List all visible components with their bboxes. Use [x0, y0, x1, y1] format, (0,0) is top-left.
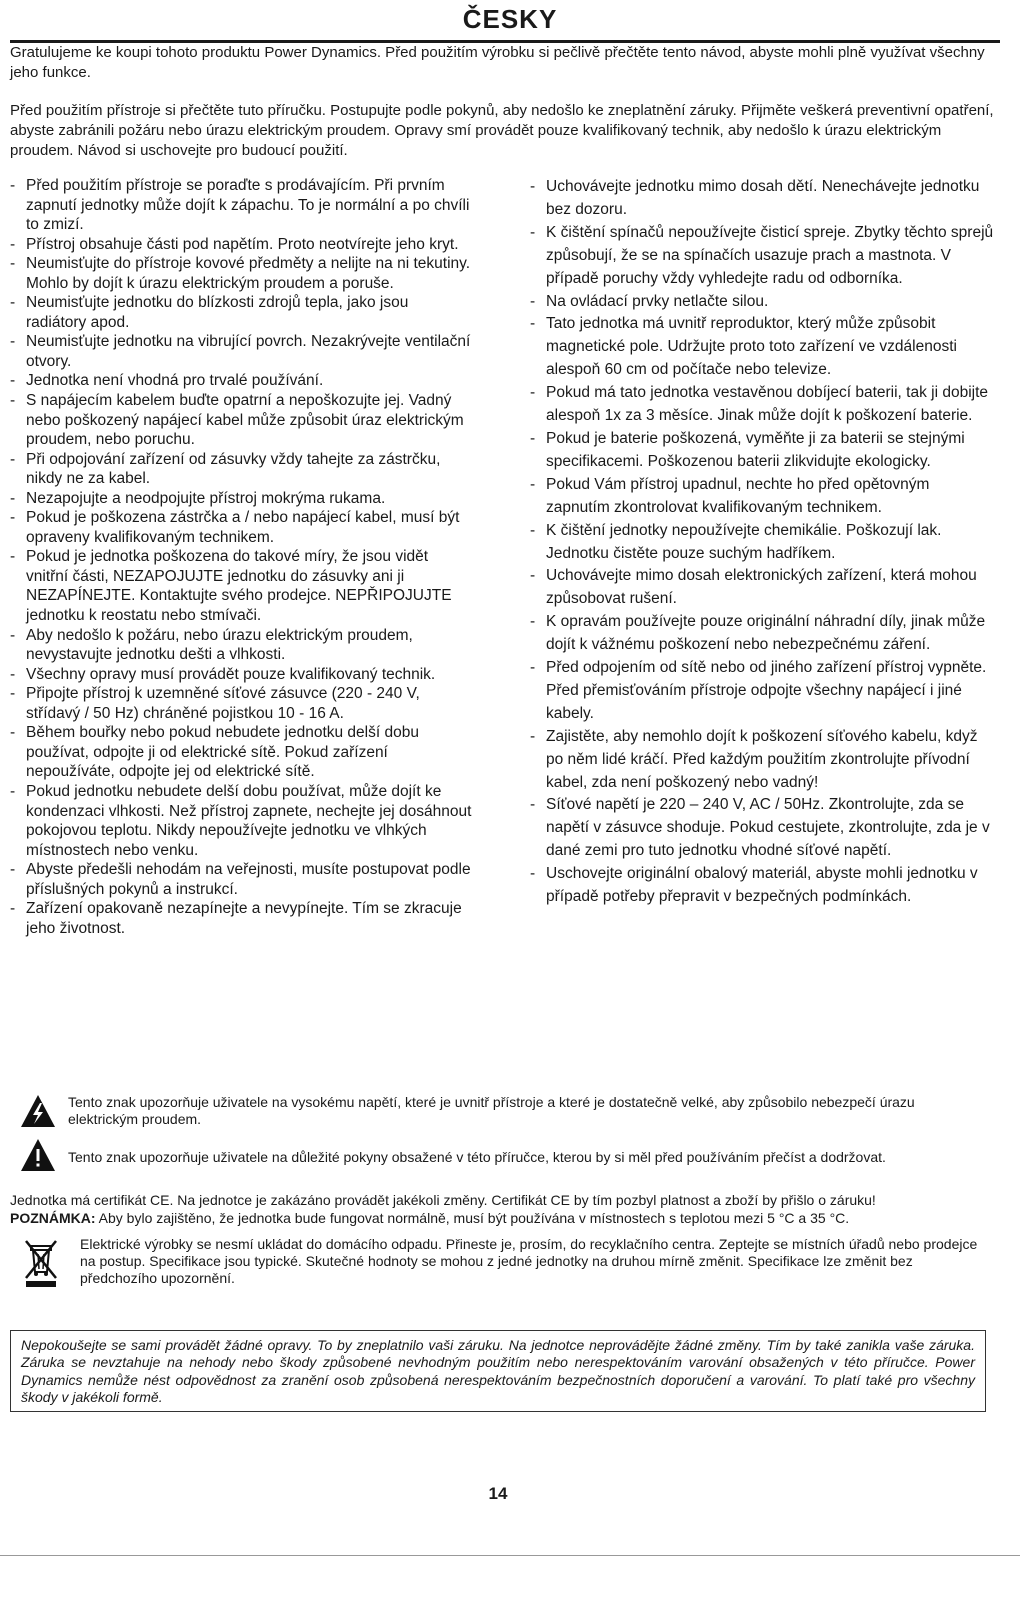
list-item: - K čištění spínačů nepoužívejte čisticí spreje. Zbytky těchto sprejů způsobují, že se na spínačích usazuje prach a mastnota. V případě poruchy vždy vyhledejte radu od odborníka.	[530, 222, 995, 291]
list-item: - Pokud je baterie poškozená, vyměňte ji za baterii se stejnými specifikacemi. Poškozenou baterii zlikvidujte ekologicky.	[530, 428, 995, 474]
weee-text: Elektrické výrobky se nesmí ukládat do domácího odpadu. Přineste je, prosím, do recyklačního centra. Zeptejte se místních úřadů nebo prodejce na postup. Specifikace jsou typické. Skutečné hodnoty se mohou z jedné jednotky na druhou mírně změnit. Specifikace lze změnit bez předchozího upozornění.	[80, 1236, 978, 1286]
list-item: - Pokud Vám přístroj upadnul, nechte ho před opětovným zapnutím zkontrolovat kvalifikovaným technikem.	[530, 474, 995, 520]
list-item: - Pokud je poškozena zástrčka a / nebo napájecí kabel, musí být opraveny kvalifikovaným technikem.	[10, 508, 472, 547]
page-title: ČESKY	[462, 4, 558, 34]
list-item: - Uchovávejte jednotku mimo dosah dětí. Nenechávejte jednotku bez dozoru.	[530, 176, 995, 222]
crossed-bin-icon	[24, 1238, 60, 1288]
voltage-warning	[10, 1094, 1000, 1134]
ce-statement: Jednotka má certifikát CE. Na jednotce je zakázáno provádět jakékoli změny. Certifikát CE by tím pozbyl platnost a zboží by přišlo o záruku!	[10, 1192, 876, 1208]
exclamation-warning-icon	[20, 1138, 56, 1172]
list-item: - Během bouřky nebo pokud nebudete jednotku delší dobu používat, odpojte ji od elektrické sítě. Pokud zařízení nepoužíváte, odpojte jej od elektrické sítě.	[10, 723, 472, 782]
list-item: - Pokud je jednotka poškozena do takové míry, že jsou vidět vnitřní části, NEZAPOJUJTE jednotku do zásuvky ani ji NEZAPÍNEJTE. Kontaktujte svého prodejce. NEPŘIPOJUJTE jednotku k reostatu nebo stmívači.	[10, 547, 472, 625]
list-item: - Síťové napětí je 220 – 240 V, AC / 50Hz. Zkontrolujte, zda se napětí v zásuvce shoduje. Pokud cestujete, zkontrolujte, zda je v dané zemi pro tuto jednotku vhodné síťové napětí.	[530, 794, 995, 863]
warranty-notice-text: Nepokoušejte se sami provádět žádné opravy. To by zneplatnilo vaši záruku. Na jednotce neprovádějte žádné změny. Tím by také zanikla vaše záruka. Záruka se nevztahuje na nehody nebo škody způsobené nevhodným použitím nebo nerespektováním varování obsažených v této příručce. Power Dynamics nemůže nést odpovědnost za zranění osob způsobená nerespektováním bezpečnostních doporučení a varování. To platí také pro všechny škody v jakékoli formě.	[21, 1337, 975, 1405]
list-item: - Abyste předešli nehodám na veřejnosti, musíte postupovat podle příslušných pokynů a instrukcí.	[10, 860, 472, 899]
list-item: - Neumisťujte do přístroje kovové předměty a nelijte na ni tekutiny. Mohlo by dojít k úrazu elektrickým proudem a poruše.	[10, 254, 472, 293]
instructions-warning	[10, 1138, 1000, 1178]
lightning-warning-icon	[20, 1094, 56, 1128]
list-item: - S napájecím kabelem buďte opatrní a nepoškozujte jej. Vadný nebo poškozený napájecí kabel může způsobit úraz elektrickým proudem, nebo poruchu.	[10, 391, 472, 450]
list-item: - Uschovejte originální obalový materiál, abyste mohli jednotku v případě potřeby přepravit v bezpečných podmínkách.	[530, 863, 995, 909]
warranty-notice-box	[10, 1330, 986, 1412]
list-item: - Při odpojování zařízení od zásuvky vždy tahejte za zástrčku, nikdy ne za kabel.	[10, 450, 472, 489]
list-item: - Před odpojením od sítě nebo od jiného zařízení přístroj vypněte. Před přemisťováním přístroje odpojte všechny napájecí i jiné kabely.	[530, 657, 995, 726]
note-text: Aby bylo zajištěno, že jednotka bude fungovat normálně, musí být používána v místnostech s teplotou mezi 5 °C a 35 °C.	[95, 1210, 850, 1226]
weee-notice	[10, 1236, 1000, 1296]
list-item: - Aby nedošlo k požáru, nebo úrazu elektrickým proudem, nevystavujte jednotku dešti a vlhkosti.	[10, 626, 472, 665]
list-item: - Tato jednotka má uvnitř reproduktor, který může způsobit magnetické pole. Udržujte proto toto zařízení ve vzdálenosti alespoň 60 cm od počítače nebo televize.	[530, 313, 995, 382]
temperature-note	[10, 1210, 1000, 1227]
list-item: - Před použitím přístroje se poraďte s prodávajícím. Při prvním zapnutí jednotky může dojít k zápachu. To je normální a po chvíli to zmizí.	[10, 176, 472, 235]
intro-paragraph-2: Před použitím přístroje si přečtěte tuto příručku. Postupujte podle pokynů, aby nedošlo ke zneplatnění záruky. Přijměte veškerá preventivní opatření, abyste zabránili požáru nebo úrazu elektrickým proudem. Opravy smí provádět pouze kvalifikovaný technik, aby nedošlo k úrazu elektrickým proudem. Návod si uschovejte pro budoucí použití.	[10, 102, 994, 159]
list-item: - K čištění jednotky nepoužívejte chemikálie. Poškozují lak. Jednotku čistěte pouze suchým hadříkem.	[530, 520, 995, 566]
list-item: - Všechny opravy musí provádět pouze kvalifikovaný technik.	[10, 665, 472, 685]
list-item: - Zajistěte, aby nemohlo dojít k poškození síťového kabelu, když po něm lidé kráčí. Před každým použitím zkontrolujte přívodní kabel, zda není poškozený nebo vadný!	[530, 726, 995, 795]
list-item: - Neumisťujte jednotku do blízkosti zdrojů tepla, jako jsou radiátory apod.	[10, 293, 472, 332]
list-item: - Na ovládací prvky netlačte silou.	[530, 291, 995, 314]
list-item: - Uchovávejte mimo dosah elektronických zařízení, která mohou způsobovat rušení.	[530, 565, 995, 611]
list-item: - Přístroj obsahuje části pod napětím. Proto neotvírejte jeho kryt.	[10, 235, 472, 255]
safety-list-left	[10, 176, 472, 938]
note-label: POZNÁMKA:	[10, 1210, 96, 1226]
safety-list-right	[530, 176, 995, 909]
list-item: - Nezapojujte a neodpojujte přístroj mokrýma rukama.	[10, 489, 472, 509]
bottom-divider	[0, 1555, 1020, 1556]
intro-paragraph-1: Gratulujeme ke koupi tohoto produktu Power Dynamics. Před použitím výrobku si pečlivě přečtěte tento návod, abyste mohli plně využívat všechny jeho funkce.	[10, 44, 985, 81]
list-item: - K opravám používejte pouze originální náhradní díly, jinak může dojít k vážnému poškození nebo nebezpečnému záření.	[530, 611, 995, 657]
list-item: - Neumisťujte jednotku na vibrující povrch. Nezakrývejte ventilační otvory.	[10, 332, 472, 371]
list-item: - Pokud jednotku nebudete delší dobu používat, může dojít ke kondenzaci vlhkosti. Než přístroj zapnete, nechejte jej dosáhnout pokojovou teplotu. Nikdy nepoužívejte jednotku ve vlhkých místnostech nebo venku.	[10, 782, 472, 860]
list-item: - Zařízení opakovaně nezapínejte a nevypínejte. Tím se zkracuje jeho životnost.	[10, 899, 472, 938]
page-number: 14	[488, 1484, 508, 1503]
list-item: - Připojte přístroj k uzemněné síťové zásuvce (220 - 240 V, střídavý / 50 Hz) chráněné pojistkou 10 - 16 A.	[10, 684, 472, 723]
instructions-warning-text: Tento znak upozorňuje uživatele na důležité pokyny obsažené v této příručce, kterou by si měl před používáním přečíst a dodržovat.	[68, 1149, 886, 1165]
voltage-warning-text: Tento znak upozorňuje uživatele na vysokému napětí, které je uvnitř přístroje a které je dostatečně velké, aby způsobilo nebezpečí úrazu elektrickým proudem.	[68, 1094, 915, 1127]
list-item: - Jednotka není vhodná pro trvalé používání.	[10, 371, 472, 391]
list-item: - Pokud má tato jednotka vestavěnou dobíjecí baterii, tak ji dobijte alespoň 1x za 3 měsíce. Jinak může dojít k poškození baterie.	[530, 382, 995, 428]
